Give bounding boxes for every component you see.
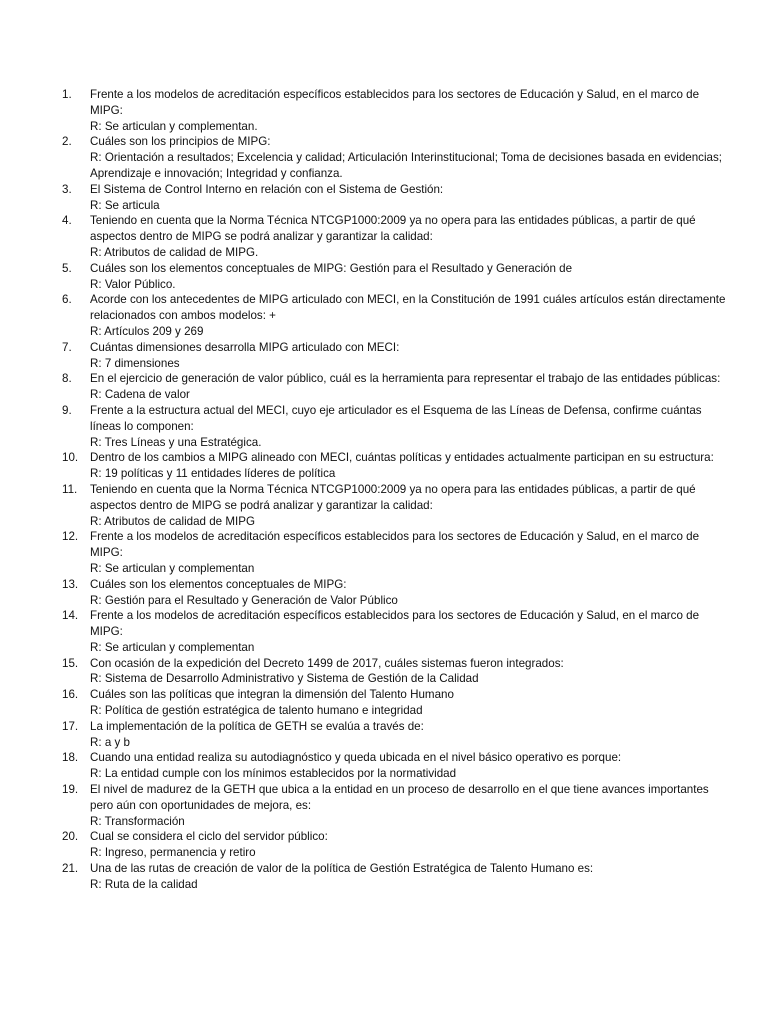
question-text: Frente a los modelos de acreditación específicos establecidos para los sectores de Educación y Salud, en el marco de MIPG:: [90, 609, 700, 639]
item-body: [90, 371, 726, 403]
list-item: [62, 861, 726, 893]
answer-text: R: Se articulan y complementan.: [90, 119, 258, 133]
item-number: 13.: [62, 577, 79, 591]
list-item: [62, 782, 726, 829]
question-text: Teniendo en cuenta que la Norma Técnica NTCGP1000:2009 ya no opera para las entidades públicas, a partir de qué aspectos dentro de MIPG se podrá analizar y garantizar la calidad:: [90, 214, 696, 244]
answer-text: R: Sistema de Desarrollo Administrativo y Sistema de Gestión de la Calidad: [90, 672, 479, 686]
question-text: Cuáles son los principios de MIPG:: [90, 135, 271, 149]
question-text: Con ocasión de la expedición del Decreto 1499 de 2017, cuáles sistemas fueron integrados:: [90, 656, 564, 670]
item-body: [90, 861, 726, 893]
answer-text: R: Se articula: [90, 198, 160, 212]
answer-text: R: 7 dimensiones: [90, 356, 180, 370]
item-number: 1.: [62, 88, 72, 101]
list-item: [62, 608, 726, 655]
item-body: [90, 87, 726, 134]
item-body: [90, 829, 726, 861]
list-item: [62, 656, 726, 688]
item-number: 19.: [62, 783, 79, 797]
item-body: [90, 750, 726, 782]
question-text: Frente a la estructura actual del MECI, cuyo eje articulador es el Esquema de las Líneas de Defensa, confirme cuántas líneas lo componen:: [90, 403, 702, 433]
question-text: En el ejercicio de generación de valor público, cuál es la herramienta para representar el trabajo de las entidades públicas:: [90, 372, 721, 386]
list-item: [62, 261, 726, 293]
question-text: El nivel de madurez de la GETH que ubica a la entidad en un proceso de desarrollo en el que tiene avances importantes pero aún con oportunidades de mejora, es:: [90, 783, 709, 812]
question-text: Cuáles son los elementos conceptuales de MIPG: Gestión para el Resultado y Generación de: [90, 261, 573, 275]
list-item: [62, 340, 726, 372]
item-body: [90, 292, 726, 339]
item-number: 2.: [62, 135, 72, 149]
item-number: 12.: [62, 530, 79, 544]
answer-text: R: Se articulan y complementan: [90, 561, 255, 575]
list-item: [62, 529, 726, 576]
item-body: [90, 450, 726, 482]
list-item: [62, 577, 726, 609]
answer-text: R: 19 políticas y 11 entidades líderes de política: [90, 467, 336, 481]
answer-text: R: Valor Público.: [90, 277, 176, 291]
item-body: [90, 482, 726, 529]
item-number: 5.: [62, 261, 72, 275]
item-number: 8.: [62, 372, 72, 386]
item-body: [90, 134, 726, 181]
question-text: Cuáles son los elementos conceptuales de MIPG:: [90, 577, 347, 591]
question-text: El Sistema de Control Interno en relación con el Sistema de Gestión:: [90, 182, 444, 196]
list-item: [62, 687, 726, 719]
answer-text: R: Gestión para el Resultado y Generación de Valor Público: [90, 593, 398, 607]
list-item: [62, 213, 726, 260]
question-text: Cual se considera el ciclo del servidor público:: [90, 830, 328, 844]
item-body: [90, 182, 726, 214]
item-number: 3.: [62, 182, 72, 196]
answer-text: R: Atributos de calidad de MIPG: [90, 514, 255, 528]
answer-text: R: Ingreso, permanencia y retiro: [90, 846, 256, 860]
item-number: 9.: [62, 403, 72, 417]
item-body: [90, 719, 726, 751]
item-number: 7.: [62, 340, 72, 354]
item-body: [90, 782, 726, 829]
answer-text: R: Artículos 209 y 269: [90, 324, 204, 338]
item-number: 20.: [62, 830, 79, 844]
list-item: [62, 403, 726, 450]
question-text: La implementación de la política de GETH se evalúa a través de:: [90, 719, 424, 733]
list-item: [62, 182, 726, 214]
question-text: Teniendo en cuenta que la Norma Técnica NTCGP1000:2009 ya no opera para las entidades públicas, a partir de qué aspectos dentro de MIPG se podrá analizar y garantizar la calidad:: [90, 482, 696, 512]
item-number: 16.: [62, 688, 79, 702]
list-item: [62, 371, 726, 403]
item-body: [90, 687, 726, 719]
question-text: Una de las rutas de creación de valor de la política de Gestión Estratégica de Talento Humano es:: [90, 862, 594, 876]
question-text: Cuando una entidad realiza su autodiagnóstico y queda ubicada en el nivel básico operativo es porque:: [90, 751, 622, 765]
question-answer-list: [62, 87, 726, 893]
answer-text: R: Se articulan y complementan: [90, 640, 255, 654]
list-item: [62, 750, 726, 782]
list-item: [62, 134, 726, 181]
list-item: [62, 87, 726, 134]
item-number: 21.: [62, 862, 79, 876]
question-text: Cuáles son las políticas que integran la dimensión del Talento Humano: [90, 688, 454, 702]
item-body: [90, 656, 726, 688]
item-body: [90, 608, 726, 655]
item-body: [90, 340, 726, 372]
question-text: Acorde con los antecedentes de MIPG articulado con MECI, en la Constitución de 1991 cuáles artículos están directamente relacionados con ambos modelos: +: [90, 293, 726, 323]
item-number: 18.: [62, 751, 79, 765]
answer-text: R: Cadena de valor: [90, 388, 190, 402]
item-body: [90, 577, 726, 609]
item-body: [90, 213, 726, 260]
item-body: [90, 261, 726, 293]
answer-text: R: a y b: [90, 735, 130, 749]
list-item: [62, 292, 726, 339]
item-number: 17.: [62, 719, 79, 733]
item-number: 10.: [62, 451, 79, 465]
answer-text: R: Atributos de calidad de MIPG.: [90, 245, 259, 259]
answer-text: R: Ruta de la calidad: [90, 877, 198, 891]
list-item: [62, 829, 726, 861]
item-body: [90, 529, 726, 576]
item-number: 14.: [62, 609, 79, 623]
answer-text: R: La entidad cumple con los mínimos establecidos por la normatividad: [90, 767, 457, 781]
item-number: 15.: [62, 656, 79, 670]
question-text: Cuántas dimensiones desarrolla MIPG articulado con MECI:: [90, 340, 400, 354]
answer-text: R: Tres Líneas y una Estratégica.: [90, 435, 262, 449]
answer-text: R: Orientación a resultados; Excelencia y calidad; Articulación Interinstitucional; Toma de decisiones basada en evidencias; Aprendizaje e innovación; Integridad y confianza.: [90, 151, 722, 180]
list-item: [62, 719, 726, 751]
question-text: Frente a los modelos de acreditación específicos establecidos para los sectores de Educación y Salud, en el marco de MIPG:: [90, 88, 700, 117]
list-item: [62, 482, 726, 529]
item-number: 6.: [62, 293, 72, 307]
list-item: [62, 450, 726, 482]
answer-text: R: Transformación: [90, 814, 185, 828]
item-number: 4.: [62, 214, 72, 228]
question-text: Dentro de los cambios a MIPG alineado con MECI, cuántas políticas y entidades actualmente participan en su estructura:: [90, 451, 714, 465]
item-body: [90, 403, 726, 450]
question-text: Frente a los modelos de acreditación específicos establecidos para los sectores de Educación y Salud, en el marco de MIPG:: [90, 530, 700, 560]
item-number: 11.: [62, 482, 78, 496]
answer-text: R: Política de gestión estratégica de talento humano e integridad: [90, 704, 423, 718]
